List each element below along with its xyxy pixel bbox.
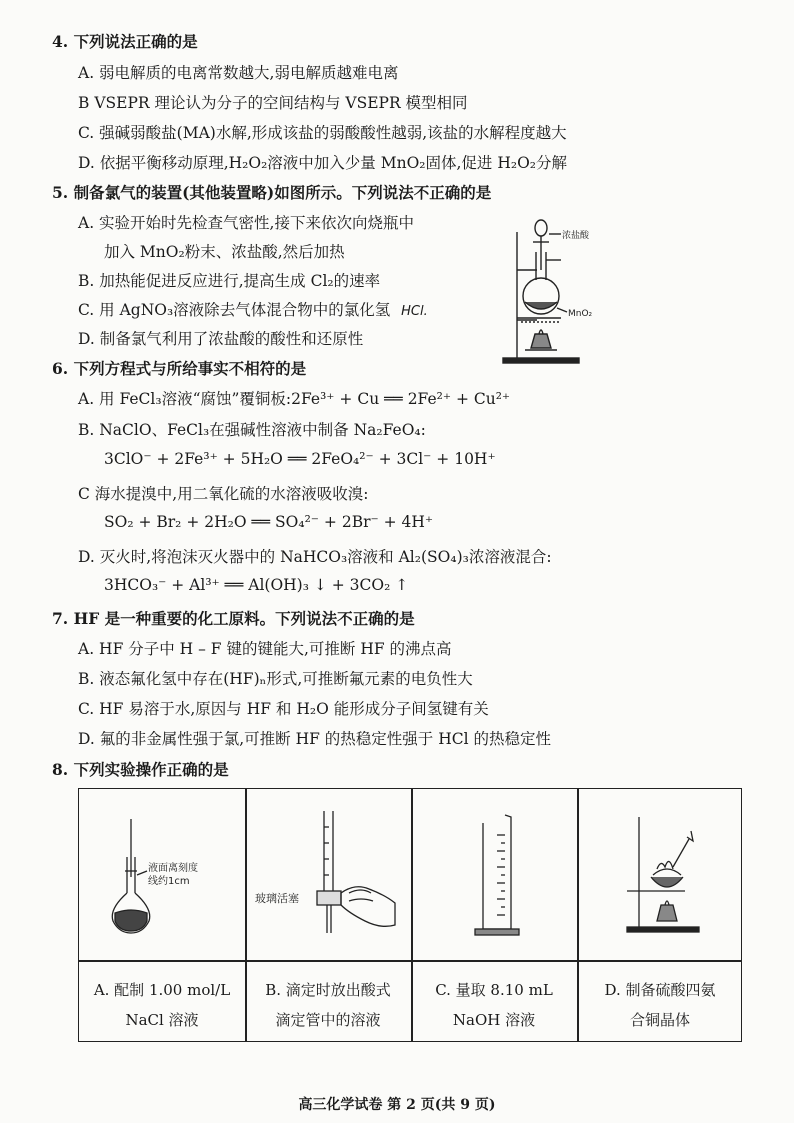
caption-d-line2: 合铜晶体 xyxy=(629,1011,690,1029)
q4-stem: 4. 下列说法正确的是 xyxy=(52,32,198,51)
caption-b-line2: 滴定管中的溶液 xyxy=(275,1011,381,1029)
label-concentrated-hcl: 浓盐酸 xyxy=(562,231,590,241)
caption-b-line1: B. 滴定时放出酸式 xyxy=(265,981,391,999)
burette-figure xyxy=(245,797,411,957)
q6-option-b-line1: B. NaClO、FeCl₃在强碱性溶液中制备 Na₂FeO₄: xyxy=(78,421,426,439)
caption-c-line1: C. 量取 8.10 mL xyxy=(435,981,553,999)
q4-option-a: A. 弱电解质的电离常数越大,弱电解质越难电离 xyxy=(78,64,399,82)
q5-stem: 5. 制备氯气的装置(其他装置略)如图所示。下列说法不正确的是 xyxy=(52,183,492,202)
handwritten-note: HCl. xyxy=(401,304,428,319)
caption-c-line2: NaOH 溶液 xyxy=(452,1011,536,1029)
q6-option-a: A. 用 FeCl₃溶液“腐蚀”覆铜板:2Fe³⁺ + Cu ══ 2Fe²⁺ + Cu²⁺ xyxy=(78,390,511,408)
q5-option-d: D. 制备氯气利用了浓盐酸的酸性和还原性 xyxy=(78,330,364,348)
caption-b xyxy=(245,975,411,1035)
graduated-cylinder-figure xyxy=(411,797,577,957)
caption-c xyxy=(411,975,577,1035)
q4-option-c: C. 强碱弱酸盐(MA)水解,形成该盐的弱酸酸性越弱,该盐的水解程度越大 xyxy=(78,124,567,142)
caption-a xyxy=(79,975,245,1035)
q8-options-table xyxy=(78,788,742,1042)
q6-option-d-line1: D. 灭火时,将泡沫灭火器中的 NaHCO₃溶液和 Al₂(SO₄)₃浓溶液混合: xyxy=(78,548,552,566)
flask-label-line1: 液面离刻度 xyxy=(148,863,198,874)
caption-a-line1: A. 配制 1.00 mol/L xyxy=(93,981,231,999)
q7-option-c: C. HF 易溶于水,原因与 HF 和 H₂O 能形成分子间氢键有关 xyxy=(78,700,489,718)
page-footer: 高三化学试卷 第 2 页(共 9 页) xyxy=(298,1097,496,1113)
q7-option-d: D. 氟的非金属性强于氯,可推断 HF 的热稳定性强于 HCl 的热稳定性 xyxy=(78,730,551,748)
q7-stem: 7. HF 是一种重要的化工原料。下列说法不正确的是 xyxy=(52,609,415,628)
q5-option-a-line1: A. 实验开始时先检查气密性,接下来依次向烧瓶中 xyxy=(78,214,414,232)
caption-d-line1: D. 制备硫酸四氨 xyxy=(604,981,716,999)
chlorine-apparatus-figure xyxy=(495,212,625,368)
glass-stopcock-label: 玻璃活塞 xyxy=(255,892,299,905)
q5-option-c xyxy=(78,298,428,320)
q6-option-d-equation: 3HCO₃⁻ + Al³⁺ ══ Al(OH)₃ ↓ + 3CO₂ ↑ xyxy=(104,576,409,594)
caption-d xyxy=(577,975,743,1035)
q4-option-b: B VSEPR 理论认为分子的空间结构与 VSEPR 模型相同 xyxy=(78,94,468,112)
q7-option-a: A. HF 分子中 H – F 键的键能大,可推断 HF 的沸点高 xyxy=(78,640,452,658)
q5-option-b: B. 加热能促进反应进行,提高生成 Cl₂的速率 xyxy=(78,272,381,290)
q5-option-a-line2: 加入 MnO₂粉末、浓盐酸,然后加热 xyxy=(104,243,345,261)
q4-option-d: D. 依据平衡移动原理,H₂O₂溶液中加入少量 MnO₂固体,促进 H₂O₂分解 xyxy=(78,154,568,172)
q6-option-b-equation: 3ClO⁻ + 2Fe³⁺ + 5H₂O ══ 2FeO₄²⁻ + 3Cl⁻ + 10H⁺ xyxy=(104,450,496,468)
flask-label-line2: 线约1cm xyxy=(148,876,190,887)
q7-option-b: B. 液态氟化氢中存在(HF)ₙ形式,可推断氟元素的电负性大 xyxy=(78,670,473,688)
q5-option-c-text: C. 用 AgNO₃溶液除去气体混合物中的氯化氢 xyxy=(78,301,391,319)
evaporating-dish-figure xyxy=(577,797,743,957)
q8-stem: 8. 下列实验操作正确的是 xyxy=(52,760,229,779)
label-mno2: MnO₂ xyxy=(568,309,593,319)
q6-option-c-line1: C 海水提溴中,用二氧化硫的水溶液吸收溴: xyxy=(78,485,369,503)
q6-option-c-equation: SO₂ + Br₂ + 2H₂O ══ SO₄²⁻ + 2Br⁻ + 4H⁺ xyxy=(104,513,434,531)
caption-a-line2: NaCl 溶液 xyxy=(125,1011,199,1029)
volumetric-flask-figure xyxy=(79,797,245,957)
q6-stem: 6. 下列方程式与所给事实不相符的是 xyxy=(52,359,307,378)
